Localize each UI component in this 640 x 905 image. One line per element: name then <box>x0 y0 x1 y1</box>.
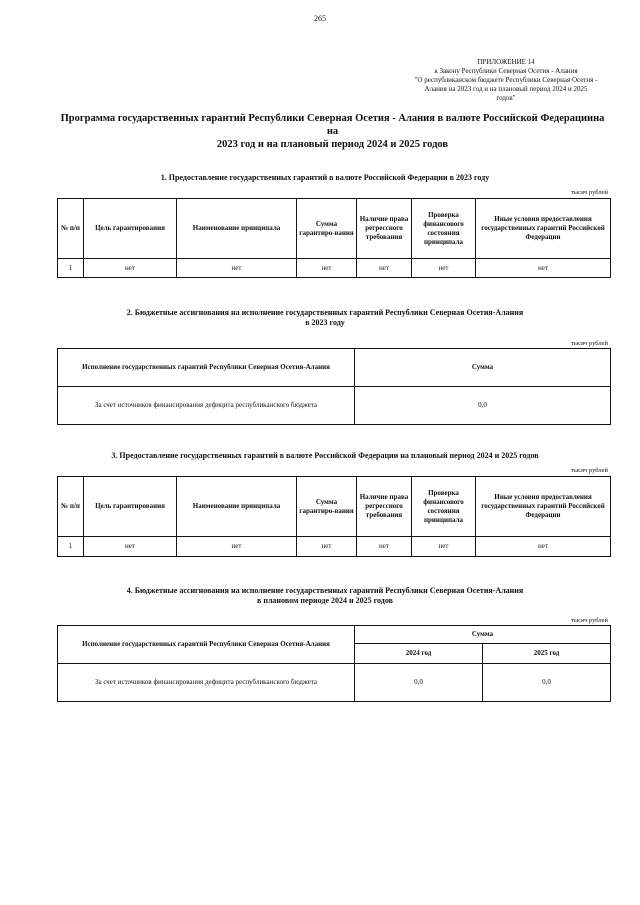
appendix-line: Алания на 2023 год и на плановый период 2024 и 2025 <box>424 85 588 93</box>
table-row <box>58 664 611 702</box>
table-cell: нет <box>412 537 476 557</box>
table-row <box>58 259 611 278</box>
appendix-note <box>400 58 612 103</box>
header-cell: Наличие права регрессного требования <box>357 199 412 259</box>
table-cell: нет <box>357 259 412 278</box>
table-header-row <box>58 626 611 644</box>
header-cell: Сумма гарантиро-вания <box>297 199 357 259</box>
section4-table <box>57 625 611 702</box>
appendix-line: "О республиканском бюджете Республики Северная Осетия - <box>414 76 598 84</box>
header-cell: № п/п <box>58 199 84 259</box>
header-cell: Иные условия предоставления государственных гарантий Российской Федерации <box>476 199 611 259</box>
table-header-row <box>58 199 611 259</box>
header-cell: Проверка финансового состояния принципала <box>412 477 476 537</box>
table-cell: 0,0 <box>483 664 611 702</box>
table-cell: 1 <box>58 537 84 557</box>
header-cell: Наличие права регрессного требования <box>357 477 412 537</box>
table-cell: нет <box>84 537 177 557</box>
table-header-row <box>58 477 611 537</box>
header-cell: 2024 год <box>355 644 483 664</box>
header-cell: Наименование принципала <box>177 199 297 259</box>
section2-title-line: 2. Бюджетные ассигнования на исполнение государственных гарантий Республики Северная Осетия-Алания <box>126 308 524 317</box>
table-cell: нет <box>476 537 611 557</box>
table-cell: За счет источников финансирования дефицита республиканского бюджета <box>58 664 355 702</box>
section3-unit: тысяч рублей <box>570 467 608 474</box>
document-title-line: Программа государственных гарантий Республики Северная Осетия - Алания в валюте Российской Федерациина на <box>60 113 605 137</box>
section2-table <box>57 348 611 425</box>
appendix-line: годов" <box>496 94 516 102</box>
section1-title: 1. Предоставление государственных гарантий в валюте Российской Федерации в 2023 году <box>160 173 490 182</box>
page-number: 265 <box>314 14 326 23</box>
table-cell: нет <box>297 259 357 278</box>
table-cell: нет <box>84 259 177 278</box>
header-cell: Наименование принципала <box>177 477 297 537</box>
section3-table <box>57 476 611 557</box>
appendix-line: ПРИЛОЖЕНИЕ 14 <box>477 58 535 66</box>
document-title <box>55 112 610 151</box>
table-cell: нет <box>357 537 412 557</box>
document-title-line: 2023 год и на плановый период 2024 и 2025 годов <box>216 139 449 150</box>
table-cell: За счет источников финансирования дефицита республиканского бюджета <box>58 387 355 425</box>
section4-title-line: в плановом периоде 2024 и 2025 годов <box>257 596 393 605</box>
table-cell: 0,0 <box>355 387 611 425</box>
header-cell: Проверка финансового состояния принципала <box>412 199 476 259</box>
section1-table <box>57 198 611 278</box>
header-cell: Цель гарантирования <box>84 199 177 259</box>
table-cell: нет <box>177 537 297 557</box>
section4-title-line: 4. Бюджетные ассигнования на исполнение государственных гарантий Республики Северная Осетия-Алания <box>126 586 524 595</box>
header-cell: 2025 год <box>483 644 611 664</box>
header-cell: Цель гарантирования <box>84 477 177 537</box>
appendix-line: к Закону Республики Северная Осетия - Алания <box>434 67 578 75</box>
section1-unit: тысяч рублей <box>570 189 608 196</box>
header-cell: Сумма гарантиро-вания <box>297 477 357 537</box>
table-row <box>58 387 611 425</box>
section3-title: 3. Предоставление государственных гарантий в валюте Российской Федерации на плановый период 2024 и 2025 годов <box>111 451 539 460</box>
table-cell: нет <box>412 259 476 278</box>
table-cell: 0,0 <box>355 664 483 702</box>
table-cell: нет <box>177 259 297 278</box>
table-cell: нет <box>297 537 357 557</box>
table-cell: нет <box>476 259 611 278</box>
section4-unit: тысяч рублей <box>570 617 608 624</box>
header-cell: Сумма <box>355 626 611 644</box>
header-cell: № п/п <box>58 477 84 537</box>
table-row <box>58 537 611 557</box>
table-cell: 1 <box>58 259 84 278</box>
section2-unit: тысяч рублей <box>570 340 608 347</box>
section4-title <box>40 586 610 606</box>
header-cell: Иные условия предоставления государственных гарантий Российской Федерации <box>476 477 611 537</box>
table-header-row <box>58 349 611 387</box>
section2-title-line: в 2023 году <box>305 318 345 327</box>
header-cell: Сумма <box>355 349 611 387</box>
header-cell: Исполнение государственных гарантий Республики Северная Осетия-Алания <box>58 349 355 387</box>
section2-title <box>40 308 610 328</box>
header-cell: Исполнение государственных гарантий Республики Северная Осетия-Алания <box>58 626 355 664</box>
